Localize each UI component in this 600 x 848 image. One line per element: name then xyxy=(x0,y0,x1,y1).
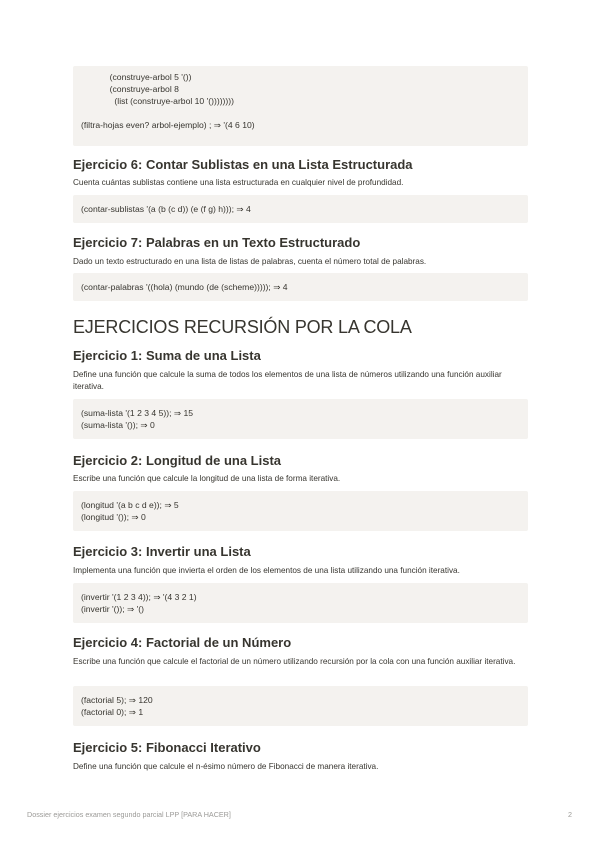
desc-rc-ejercicio-2: Escribe una función que calcule la longitud de una lista de forma iterativa. xyxy=(73,474,341,483)
code-line: (suma-lista '(1 2 3 4 5)); ⇒ 15 xyxy=(81,408,194,418)
code-line: (invertir '(1 2 3 4)); ⇒ '(4 3 2 1) xyxy=(81,592,197,602)
code-line: (contar-palabras '((hola) (mundo (de (scheme))))); ⇒ 4 xyxy=(81,282,288,292)
heading-rc-ejercicio-4: Ejercicio 4: Factorial de un Número xyxy=(73,635,292,650)
code-line: (construye-arbol 5 '()) xyxy=(81,72,192,82)
section-title: EJERCICIOS RECURSIÓN POR LA COLA xyxy=(73,317,412,337)
desc-ejercicio-7: Dado un texto estructurado en una lista de listas de palabras, cuenta el número total de palabras. xyxy=(73,257,427,266)
heading-rc-ejercicio-1: Ejercicio 1: Suma de una Lista xyxy=(73,348,261,363)
heading-ejercicio-7: Ejercicio 7: Palabras en un Texto Estructurado xyxy=(73,235,361,250)
code-line: (list (construye-arbol 10 '()))))))) xyxy=(81,96,235,106)
code-block-ejercicio-6 xyxy=(73,195,528,223)
code-line: (invertir '()); ⇒ '() xyxy=(81,604,144,614)
code-block-rc-ejercicio-2 xyxy=(73,491,528,531)
code-line xyxy=(81,107,520,119)
code-line: (longitud '(a b c d e)); ⇒ 5 xyxy=(81,500,179,510)
code-line: (longitud '()); ⇒ 0 xyxy=(81,512,146,522)
code-block-filtra-hojas xyxy=(73,66,528,146)
code-block-rc-ejercicio-1 xyxy=(73,399,528,439)
heading-rc-ejercicio-5: Ejercicio 5: Fibonacci Iterativo xyxy=(73,740,261,755)
code-line: (filtra-hojas even? arbol-ejemplo) ; ⇒ '(4 6 10) xyxy=(81,120,255,130)
code-block-rc-ejercicio-4 xyxy=(73,686,528,726)
code-line: (suma-lista '()); ⇒ 0 xyxy=(81,420,155,430)
code-line: (factorial 0); ⇒ 1 xyxy=(81,707,144,717)
heading-rc-ejercicio-2: Ejercicio 2: Longitud de una Lista xyxy=(73,453,282,468)
desc-rc-ejercicio-4: Escribe una función que calcule el factorial de un número utilizando recursión por la cola con una función auxiliar iterativa. xyxy=(73,657,516,666)
desc-rc-ejercicio-5: Define una función que calcule el n-ésimo número de Fibonacci de manera iterativa. xyxy=(73,762,379,771)
code-block-rc-ejercicio-3 xyxy=(73,583,528,623)
code-block-ejercicio-7 xyxy=(73,273,528,301)
footer-page-number: 2 xyxy=(568,810,572,819)
heading-ejercicio-6: Ejercicio 6: Contar Sublistas en una Lista Estructurada xyxy=(73,157,413,172)
heading-rc-ejercicio-3: Ejercicio 3: Invertir una Lista xyxy=(73,544,251,559)
desc-rc-ejercicio-1: Define una función que calcule la suma de todos los elementos de una lista de números utilizando una función auxiliar iterativa. xyxy=(73,370,502,391)
desc-ejercicio-6: Cuenta cuántas sublistas contiene una lista estructurada en cualquier nivel de profundidad. xyxy=(73,178,404,187)
code-line: (contar-sublistas '(a (b (c d)) (e (f g) h))); ⇒ 4 xyxy=(81,204,251,214)
code-line: (construye-arbol 8 xyxy=(81,84,179,94)
desc-rc-ejercicio-3: Implementa una función que invierta el orden de los elementos de una lista utilizando una función iterativa. xyxy=(73,566,460,575)
footer-document-title: Dossier ejercicios examen segundo parcial LPP [PARA HACER] xyxy=(27,810,231,819)
code-line: (factorial 5); ⇒ 120 xyxy=(81,695,153,705)
